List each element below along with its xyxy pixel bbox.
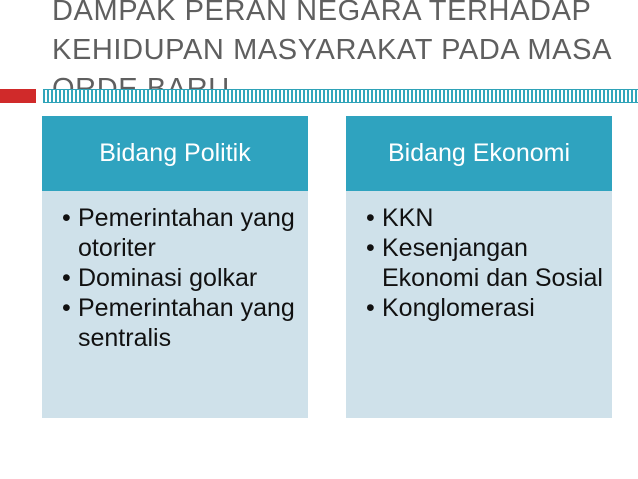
accent-red-block — [0, 89, 36, 103]
bullet-item: • KKN — [366, 203, 606, 233]
bullet-item: • Dominasi golkar — [62, 263, 302, 293]
bullet-item: • Pemerintahan yang sentralis — [62, 293, 302, 353]
accent-striped-bar — [43, 89, 638, 103]
card-body-ekonomi — [346, 191, 612, 418]
bullet-list-politik — [62, 203, 302, 353]
card-header-politik: Bidang Politik — [42, 116, 308, 191]
card-body-politik — [42, 191, 308, 418]
bullet-list-ekonomi — [366, 203, 606, 323]
slide-title: DAMPAK PERAN NEGARA TERHADAP KEHIDUPAN MASYARAKAT PADA MASA — [52, 0, 611, 66]
bullet-item: • Kesenjangan Ekonomi dan Sosial — [366, 233, 606, 293]
title-accent-bar — [0, 89, 638, 103]
bullet-item: • Pemerintahan yang otoriter — [62, 203, 302, 263]
bullet-item: • Konglomerasi — [366, 293, 606, 323]
card-header-ekonomi: Bidang Ekonomi — [346, 116, 612, 191]
